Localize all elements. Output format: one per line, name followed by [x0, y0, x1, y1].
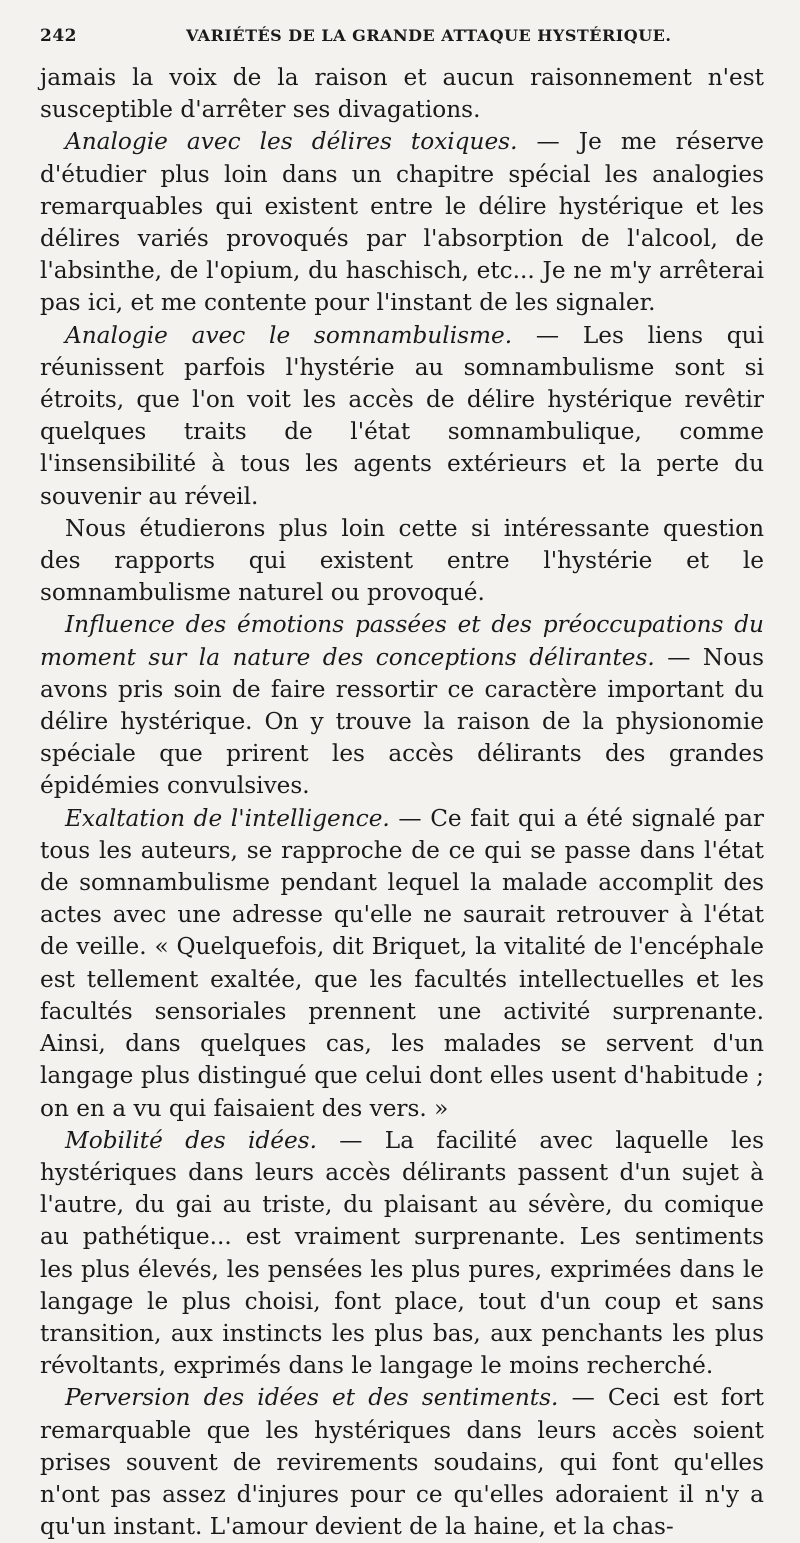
section-heading: Analogie avec le somnambulisme.: [65, 321, 513, 349]
paragraph-ideas-mobility: Mobilité des idées. — La facilité avec laquelle les hystériques dans leurs accès délirants passent d'un sujet à l'autre, du gai au triste, du plaisant au sévère, du comique au pathétique... est vraiment surprenante. Les sentiments les plus élevés, les pensées les plus pures, exprimées dans le langage le plus choisi, font place, tout d'un coup et sans transition, aux instincts les plus bas, aux penchants les plus révoltants, exprimés dans le langage le moins recherché.: [40, 1126, 765, 1380]
section-heading: Mobilité des idées.: [65, 1126, 317, 1154]
paragraph-somnambulism-followup: Nous étudierons plus loin cette si intéressante question des rapports qui existent entre l'hystérie et le somnambulisme naturel ou provoqué.: [40, 514, 764, 607]
section-heading: Perversion des idées et des sentiments.: [65, 1384, 559, 1412]
section-heading: Analogie avec les délires toxiques.: [65, 128, 518, 156]
book-page: [40, 26, 764, 1543]
section-heading: Exaltation de l'intelligence.: [65, 804, 390, 832]
paragraph-emotions-influence: Influence des émotions passées et des préoccupations du moment sur la nature des conceptions délirantes. — Nous avons pris soin de faire ressortir ce caractère important du délire hystérique. On y trouve la raison de la physionomie spéciale que prirent les accès délirants des grandes épidémies convulsives.: [40, 611, 764, 800]
page-header: [40, 26, 764, 62]
paragraph-ideas-perversion: Perversion des idées et des sentiments. — Ceci est fort remarquable que les hystériques dans leurs accès soient prises souvent de revirements soudains, qui font qu'elles n'ont pas assez d'injures pour ce qu'elles adoraient il n'y a qu'un instant. L'amour devient de la haine, et la chas-: [40, 1384, 765, 1541]
running-title: VARIÉTÉS DE LA GRANDE ATTAQUE HYSTÉRIQUE.: [186, 26, 672, 45]
paragraph-somnambulism: Analogie avec le somnambulisme. — Les liens qui réunissent parfois l'hystérie au somnambulisme sont si étroits, que l'on voit les accès de délire hystérique revêtir quelques traits de l'état somnambulique, comme l'insensibilité à tous les agents extérieurs et la perte du souvenir au réveil.: [40, 321, 764, 510]
paragraph-intelligence-exaltation: Exaltation de l'intelligence. — Ce fait qui a été signalé par tous les auteurs, se rapproche de ce qui se passe dans l'état de somnambulisme pendant lequel la malade accomplit des actes avec une adresse qu'elle ne saurait retrouver à l'état de veille. « Quelquefois, dit Briquet, la vitalité de l'encéphale est tellement exaltée, que les facultés intellectuelles et les facultés sensoriales prennent une activité surprenante. Ainsi, dans quelques cas, les malades se servent d'un langage plus distingué que celui dont elles usent d'habitude ; on en a vu qui faisaient des vers. »: [40, 804, 765, 1122]
paragraph-continuation: jamais la voix de la raison et aucun raisonnement n'est susceptible d'arrêter ses divagations.: [40, 64, 764, 124]
body-text: [40, 62, 764, 1543]
paragraph-toxic-deliriums: Analogie avec les délires toxiques. — Je me réserve d'étudier plus loin dans un chapitre spécial les analogies remarquables qui existent entre le délire hystérique et les délires variés provoqués par l'absorption de l'alcool, de l'absinthe, de l'opium, du haschisch, etc... Je ne m'y arrêterai pas ici, et me contente pour l'instant de les signaler.: [40, 128, 764, 317]
section-heading: Influence des émotions passées et des préoccupations du moment sur la nature des conceptions délirantes.: [40, 611, 764, 671]
page-number: 242: [40, 26, 77, 46]
